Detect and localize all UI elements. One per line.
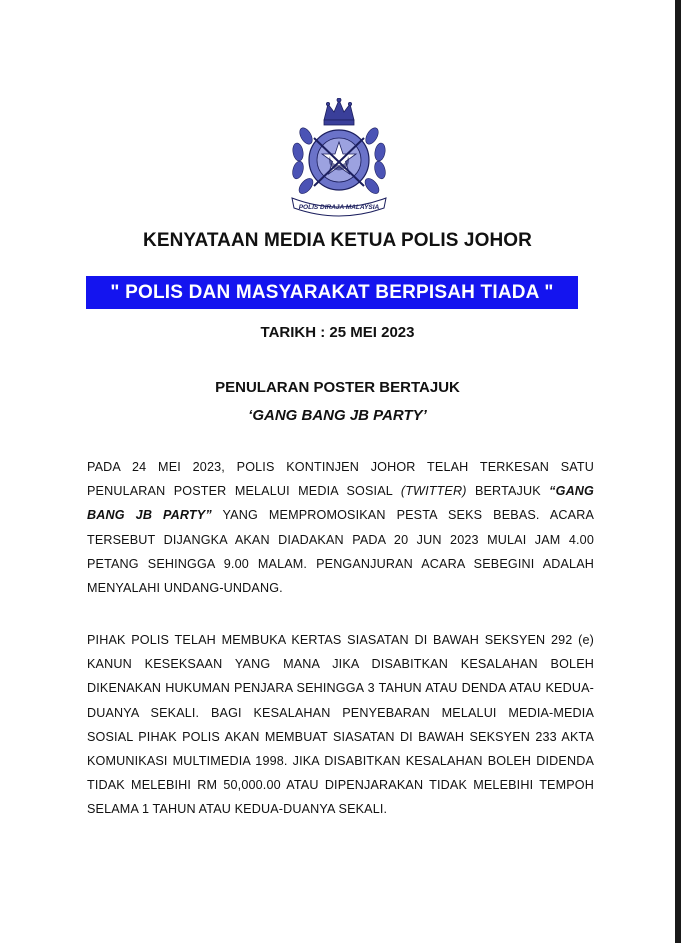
subject-heading — [0, 374, 675, 430]
paragraph-1-part-5: YANG MEMPROMOSIKAN PESTA SEKS BEBAS. ACARA TERSEBUT DIJANGKA AKAN DIADAKAN PADA 20 JUN 2023 MULAI JAM 4.00 PETANG SEHINGGA 9.00 MALAM. PENGANJURAN ACARA SEBEGINI ADALAH MENYALAHI UNDANG-UNDANG. — [87, 508, 594, 596]
page-edge — [675, 0, 681, 943]
subject-line-1: PENULARAN POSTER BERTAJUK — [215, 379, 460, 396]
crest-ring-text: POLIS DIRAJA MALAYSIA — [298, 204, 380, 211]
police-crest-icon — [284, 98, 394, 218]
subject-line-2: ‘GANG BANG JB PARTY’ — [248, 407, 427, 424]
paragraph-1-part-1: PADA 24 MEI 2023, POLIS KONTINJEN JOHOR TELAH TERKESAN SATU PENULARAN POSTER MELALUI MEDIA SOSIAL — [87, 460, 594, 499]
paragraph-1 — [87, 455, 594, 600]
paragraph-2: PIHAK POLIS TELAH MEMBUKA KERTAS SIASATAN DI BAWAH SEKSYEN 292 (e) KANUN KESEKSAAN YANG MANA JIKA DISABITKAN KESALAHAN BOLEH DIKENAKAN HUKUMAN PENJARA SEHINGGA 3 TAHUN ATAU DENDA ATAU KEDUA-DUANYA SEKALI. BAGI KESALAHAN PENYEBARAN MELALUI MEDIA-MEDIA SOSIAL PIHAK POLIS AKAN MEMBUAT SIASATAN DI BAWAH SEKSYEN 233 AKTA KOMUNIKASI MULTIMEDIA 1998. JIKA DISABITKAN KESALAHAN BOLEH DIDENDA TIDAK MELEBIHI RM 50,000.00 ATAU DIPENJARAKAN TIDAK MELEBIHI TEMPOH SELAMA 1 TAHUN ATAU KEDUA-DUANYA SEKALI. — [87, 633, 594, 817]
paragraph-1-event-title: “GANG BANG JB PARTY” — [87, 484, 594, 523]
document-title: KENYATAAN MEDIA KETUA POLIS JOHOR — [143, 230, 532, 251]
paragraph-1-twitter: (TWITTER) — [400, 484, 467, 499]
paragraph-1-part-3: BERTAJUK — [466, 484, 550, 499]
document-date: TARIKH : 25 MEI 2023 — [260, 324, 415, 341]
slogan-banner: " POLIS DAN MASYARAKAT BERPISAH TIADA " — [86, 276, 578, 309]
